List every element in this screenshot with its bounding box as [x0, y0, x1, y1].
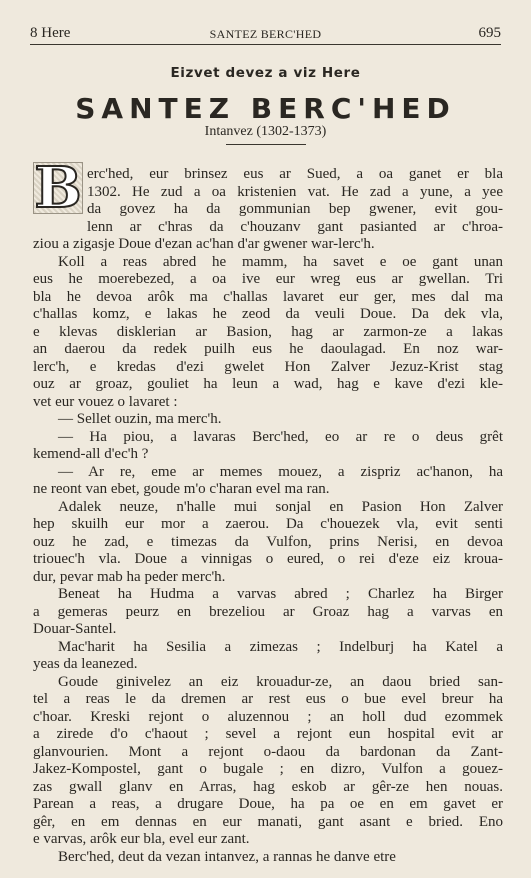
text-line: Douar-Santel.	[33, 621, 117, 637]
text-line: a gemeras peurz en brezeliou ar Groaz hag a varvas en	[33, 603, 503, 620]
text-line: Mac'harit ha Sesilia a zimezas ; Indelburj ha Katel a	[58, 638, 503, 655]
text-line: triouec'h vla. Doue a vinnigas o eured, o rei d'eze eiz kroua-	[33, 551, 503, 567]
text-line: erc'hed, eur brinsez eus ar Sued, a oa ganet er bla	[87, 166, 503, 182]
text-line: c'hoar. Kreski rejont o aluzennou ; an holl dud ezommek	[33, 708, 503, 725]
text-line: 1302. He zud a oa kristenien vat. He zad a yune, a yee	[87, 183, 503, 200]
text-line: lerc'h, e kredas d'ezi gwelet Hon Zalver Jezuz-Krist stag	[33, 358, 503, 375]
text-line: Koll a reas abred he mamm, ha savet e oe gant unan	[58, 253, 503, 270]
title-divider	[226, 144, 306, 145]
text-line: ne reont van ebet, goude m'o c'haran evel ma ran.	[33, 481, 330, 497]
header-rule	[30, 44, 501, 45]
text-line: — Ar re, eme ar memes mouez, a zispriz ac'hanon, ha	[58, 463, 503, 480]
text-line: a zirede d'o c'haout ; sevel a rejont eun hospital evit ar	[33, 726, 503, 742]
text-line: ziou a zigasje Doue d'ezan ac'han d'ar gwener war-lerc'h.	[33, 236, 375, 252]
drop-cap-letter: B	[34, 155, 82, 221]
text-line: eus he moerebezed, a oa ive eur wreg eus ar gwellan. Tri	[33, 271, 503, 287]
text-line: glanvourien. Mont a rejont o-daou da bardonan da Zant-	[33, 743, 503, 760]
saint-dates: Intanvez (1302-1373)	[204, 124, 327, 139]
text-line: an daerou da redek puilh eus he daoulagad. En noz war-	[33, 341, 503, 357]
text-line: zas gwall glanv en Arras, hag eskob ar gêr-ze hen nouas.	[33, 778, 503, 795]
text-line: yeas da leanezed.	[33, 656, 138, 672]
text-line: Beneat ha Hudma a varvas abred ; Charlez ha Birger	[58, 586, 503, 602]
text-line: e klevas disklerian ar Basion, hag ar zarmon-ze a lakas	[33, 323, 503, 340]
text-line: c'hallas komz, e lakas he zeod da veuli Doue. Da dek vla,	[33, 306, 503, 322]
text-line: Goude ginivelez an eiz krouadur-ze, an daou bried san-	[58, 673, 503, 690]
text-line: kemend-all d'ec'h ?	[33, 446, 149, 462]
feast-day-subtitle: Eizvet devez a viz Here	[170, 65, 361, 81]
header-month: 8 Here	[30, 25, 71, 41]
text-line: da govez ha da gommunian bep gwener, evit gou-	[87, 201, 503, 217]
text-line: vet eur vouez o lavaret :	[33, 393, 178, 410]
text-line: Adalek neuze, n'halle mui sonjal en Pasion Hon Zalver	[58, 498, 503, 515]
page-title: SANTEZ BERC'HED	[75, 92, 456, 125]
text-line: dur, pevar mab ha peder merc'h.	[33, 568, 226, 585]
text-line: — Ha piou, a lavaras Berc'hed, eo ar re o deus grêt	[58, 428, 503, 445]
text-line: e varvas, arôk eur bla, evel eur zant.	[33, 831, 250, 847]
text-line: hep skuilh eur mor a zaerou. Da c'houezek vla, evit senti	[33, 516, 503, 532]
text-line: ouz ar groaz, gouliet ha leun a wad, hag e kave d'ezi kle-	[33, 376, 503, 392]
text-line: Parean a reas, a drugare Doue, ha pa oe en em gavet er	[33, 796, 503, 812]
running-header	[30, 24, 501, 42]
text-line: lenn ar c'hras da c'houzanv gant pasianted ar c'hroa-	[87, 218, 503, 235]
text-line: — Sellet ouzin, ma merc'h.	[58, 411, 222, 427]
text-line: Jakez-Kompostel, gant o bugale ; en dizro, Vulfon a gouez-	[33, 761, 503, 777]
text-line: ouz he zad, e timezas da Vulfon, prins Nerisi, en devoa	[33, 533, 503, 550]
text-line: bla he devoa arôk ma c'hallas lavaret eur ger, mes dal ma	[33, 288, 503, 305]
text-line: tel a reas le da dremen ar rest eus o bue evel breur ha	[33, 691, 503, 707]
header-saint-name: SANTEZ BERC'HED	[209, 27, 322, 41]
text-line: Berc'hed, deut da vezan intanvez, a rannas he danve etre	[58, 848, 396, 865]
page-number: 695	[478, 25, 501, 41]
text-line: gêr, en em dennas en eur manati, gant asant e bried. Eno	[33, 813, 503, 830]
